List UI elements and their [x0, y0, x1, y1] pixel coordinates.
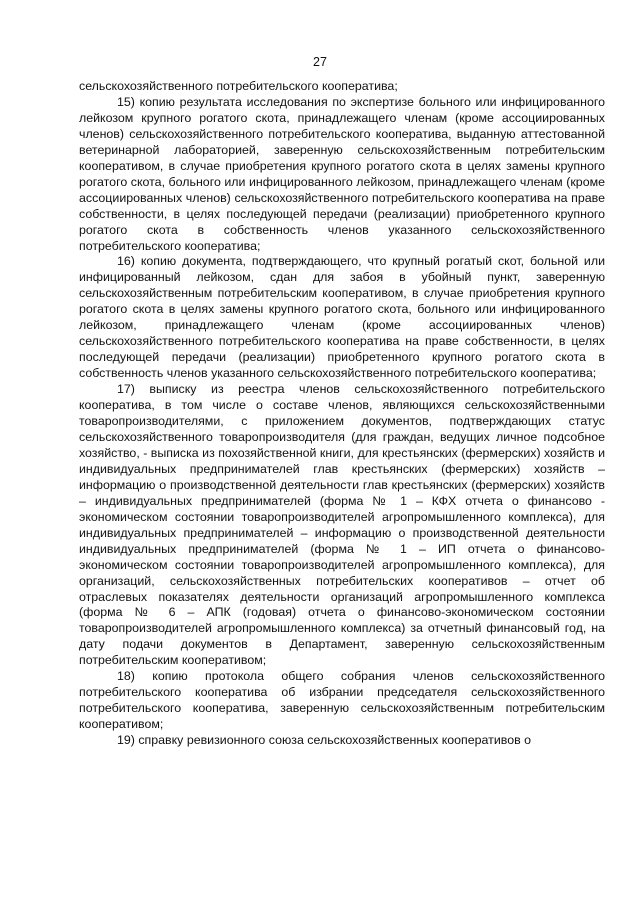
page-number: 27 [313, 55, 327, 69]
paragraph-item-16: 16) копию документа, подтверждающего, что крупный рогатый скот, больной или инфицированный лейкозом, сдан для забоя в убойный пункт, заверенную сельскохозяйственным потребительским кооперативом, в случае приобретения крупного рогатого скота в целях замены крупного рогатого скота, больного или инфицированного лейкозом, принадлежащего членам (кроме ассоциированных членов) сельскохозяйственного потребительского кооператива на праве собственности, в целях последующей передачи (реализации) приобретенного крупного рогатого скота в собственность членов указанного сельскохозяйственного потребительского кооператива; [79, 254, 605, 381]
paragraph-item-19: 19) справку ревизионного союза сельскохозяйственных кооперативов о [117, 733, 532, 748]
paragraph-item-17: 17) выписку из реестра членов сельскохозяйственного потребительского кооператива, в том числе о составе членов, являющихся сельскохозяйственными товаропроизводителями, с приложением документов, подтверждающих статус сельскохозяйственного товаропроизводителя (для граждан, ведущих личное подсобное хозяйство, - выписка из похозяйственной книги, для крестьянских (фермерских) хозяйств и индивидуальных предпринимателей глав крестьянских (фермерских) хозяйств – информацию о производственной деятельности глав крестьянских (фермерских) хозяйств – индивидуальных предпринимателей (форма № 1 – КФХ отчета о финансово - экономическом состоянии товаропроизводителей агропромышленного комплекса), для индивидуальных предпринимателей – информацию о производственной деятельности индивидуальных предпринимателей (форма № 1 – ИП отчета о финансово-экономическом состоянии товаропроизводителей агропромышленного комплекса), для организаций, сельскохозяйственных потребительских кооперативов – отчет об отраслевых показателях деятельности организаций агропромышленного комплекса (форма № 6 – АПК (годовая) отчета о финансово-экономическом состоянии товаропроизводителей агропромышленного комплекса) за отчетный финансовый год, на дату подачи документов в Департамент, заверенную сельскохозяйственным потребительским кооперативом; [79, 382, 605, 668]
paragraph-item-18: 18) копию протокола общего собрания членов сельскохозяйственного потребительского кооператива об избрании председателя сельскохозяйственного потребительского кооператива, заверенную сельскохозяйственным потребительским кооперативом; [79, 669, 605, 732]
paragraph-item-15: 15) копию результата исследования по экспертизе больного или инфицированного лейкозом крупного рогатого скота, принадлежащего членам (кроме ассоциированных членов) сельскохозяйственного потребительского кооператива, выданную аттестованной ветеринарной лабораторией, заверенную сельскохозяйственным потребительским кооперативом, в случае приобретения крупного рогатого скота в целях замены крупного рогатого скота, больного или инфицированного лейкозом, принадлежащего членам (кроме ассоциированных членов) сельскохозяйственного потребительского кооператива на праве собственности, в целях последующей передачи (реализации) приобретенного крупного рогатого скота в собственность членов указанного сельскохозяйственного потребительского кооператива; [79, 94, 605, 253]
document-body [79, 79, 605, 749]
paragraph-continuation: сельскохозяйственного потребительского кооператива; [79, 79, 398, 93]
